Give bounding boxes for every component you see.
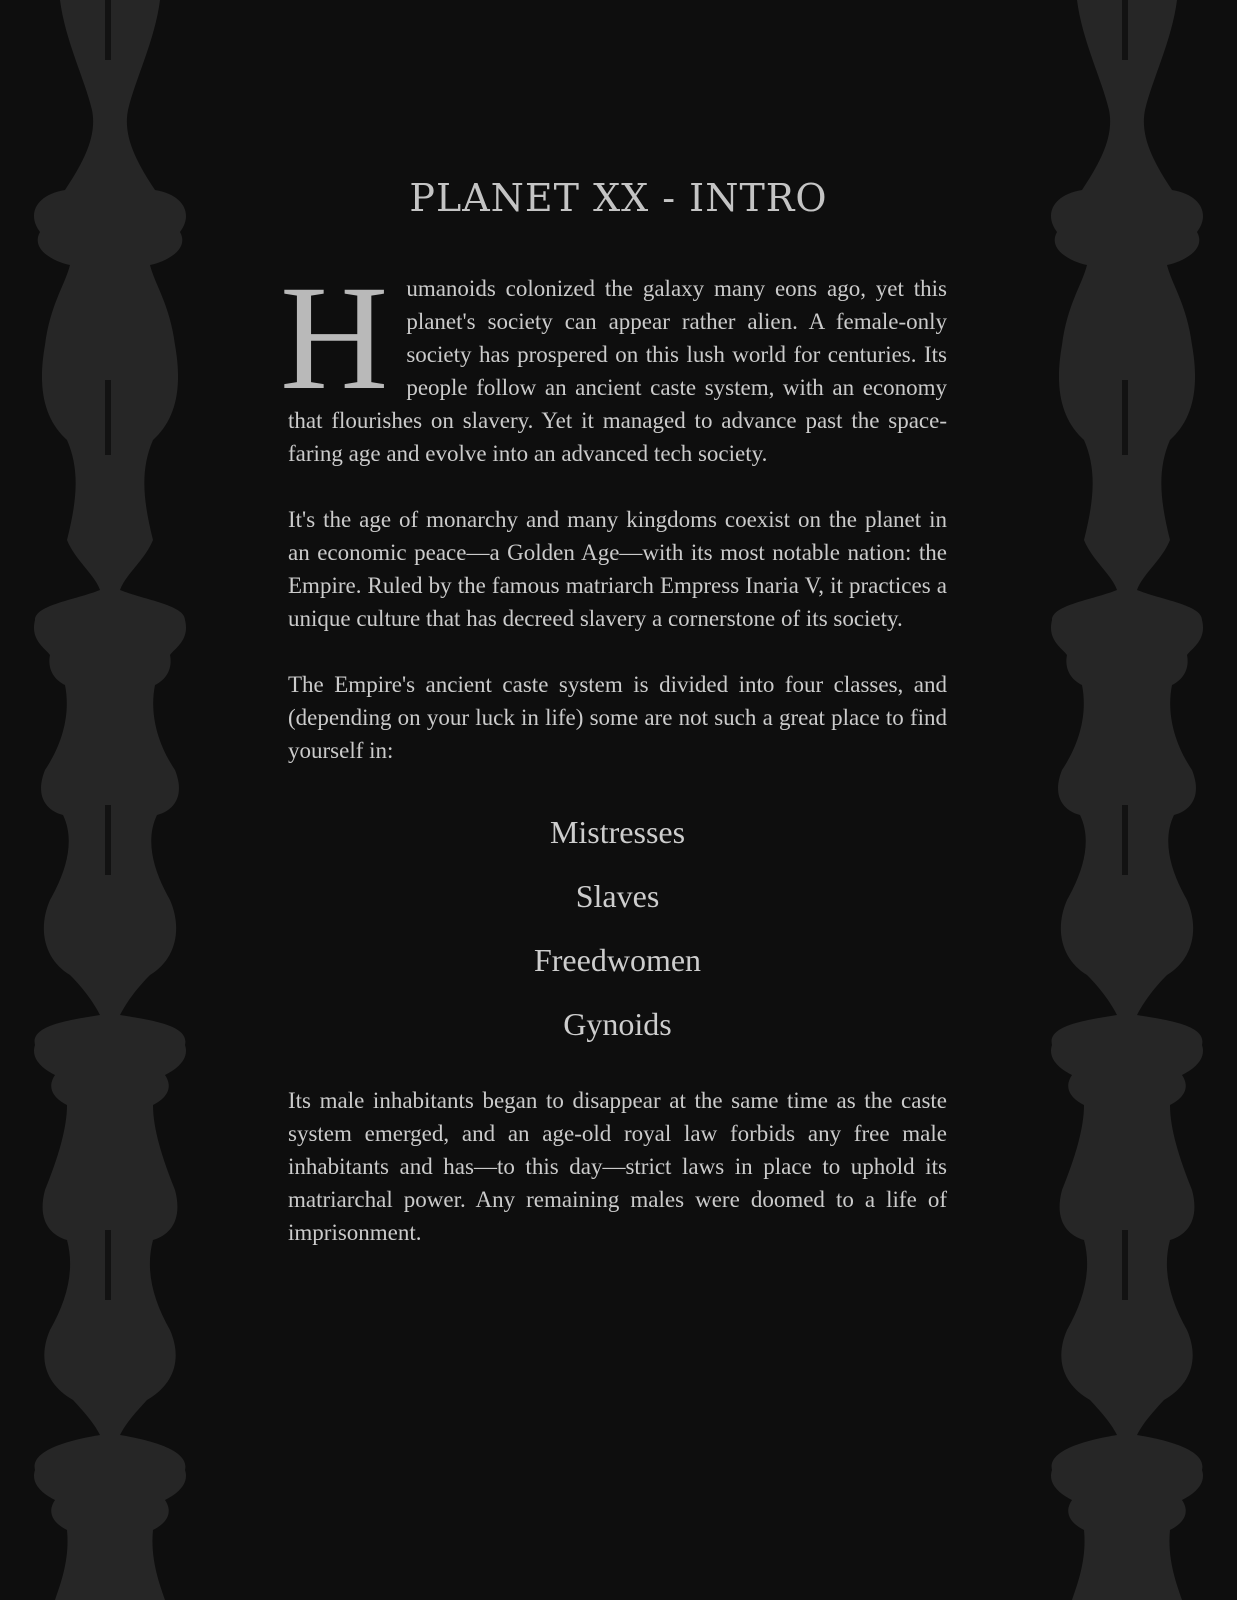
caste-item: Gynoids xyxy=(563,1006,672,1042)
figure-silhouette-column-right xyxy=(1042,0,1212,1600)
intro-paragraph-4: Its male inhabitants began to disappear at the same time as the caste system emerged, and an age-old royal law forbids any free male inhabitants and has—to this day—strict laws in place to uphold its matriarchal power. Any remaining males were doomed to a life of imprisonment. xyxy=(288,1088,947,1245)
caste-item: Freedwomen xyxy=(533,942,702,978)
drop-cap-letter: H xyxy=(280,255,389,421)
caste-item: Mistresses xyxy=(549,814,686,850)
intro-paragraph-3: The Empire's ancient caste system is divided into four classes, and (depending on your luck in life) some are not such a great place to find yourself in: xyxy=(288,672,947,763)
intro-paragraph-1 xyxy=(280,255,947,470)
intro-body xyxy=(280,255,947,1282)
right-decorative-border xyxy=(1042,0,1212,1600)
left-decorative-border xyxy=(25,0,195,1600)
page-title: PLANET XX - INTRO xyxy=(409,176,828,220)
caste-item: Slaves xyxy=(575,878,660,914)
caste-list xyxy=(288,800,947,1056)
figure-silhouette-column-left xyxy=(25,0,195,1600)
intro-paragraph-2: It's the age of monarchy and many kingdoms coexist on the planet in an economic peace—a Golden Age—with its most notable nation: the Empire. Ruled by the famous matriarch Empress Inaria V, it practices a unique culture that has decreed slavery a cornerstone of its society. xyxy=(288,507,947,631)
intro-paragraph-1-text: umanoids colonized the galaxy many eons ago, yet this planet's society can appear rather alien. A female-only society has prospered on this lush world for centuries. Its people follow an ancient caste system, with an economy that flourishes on slavery. Yet it managed to advance past the space-faring age and evolve into an advanced tech society. xyxy=(288,276,947,466)
